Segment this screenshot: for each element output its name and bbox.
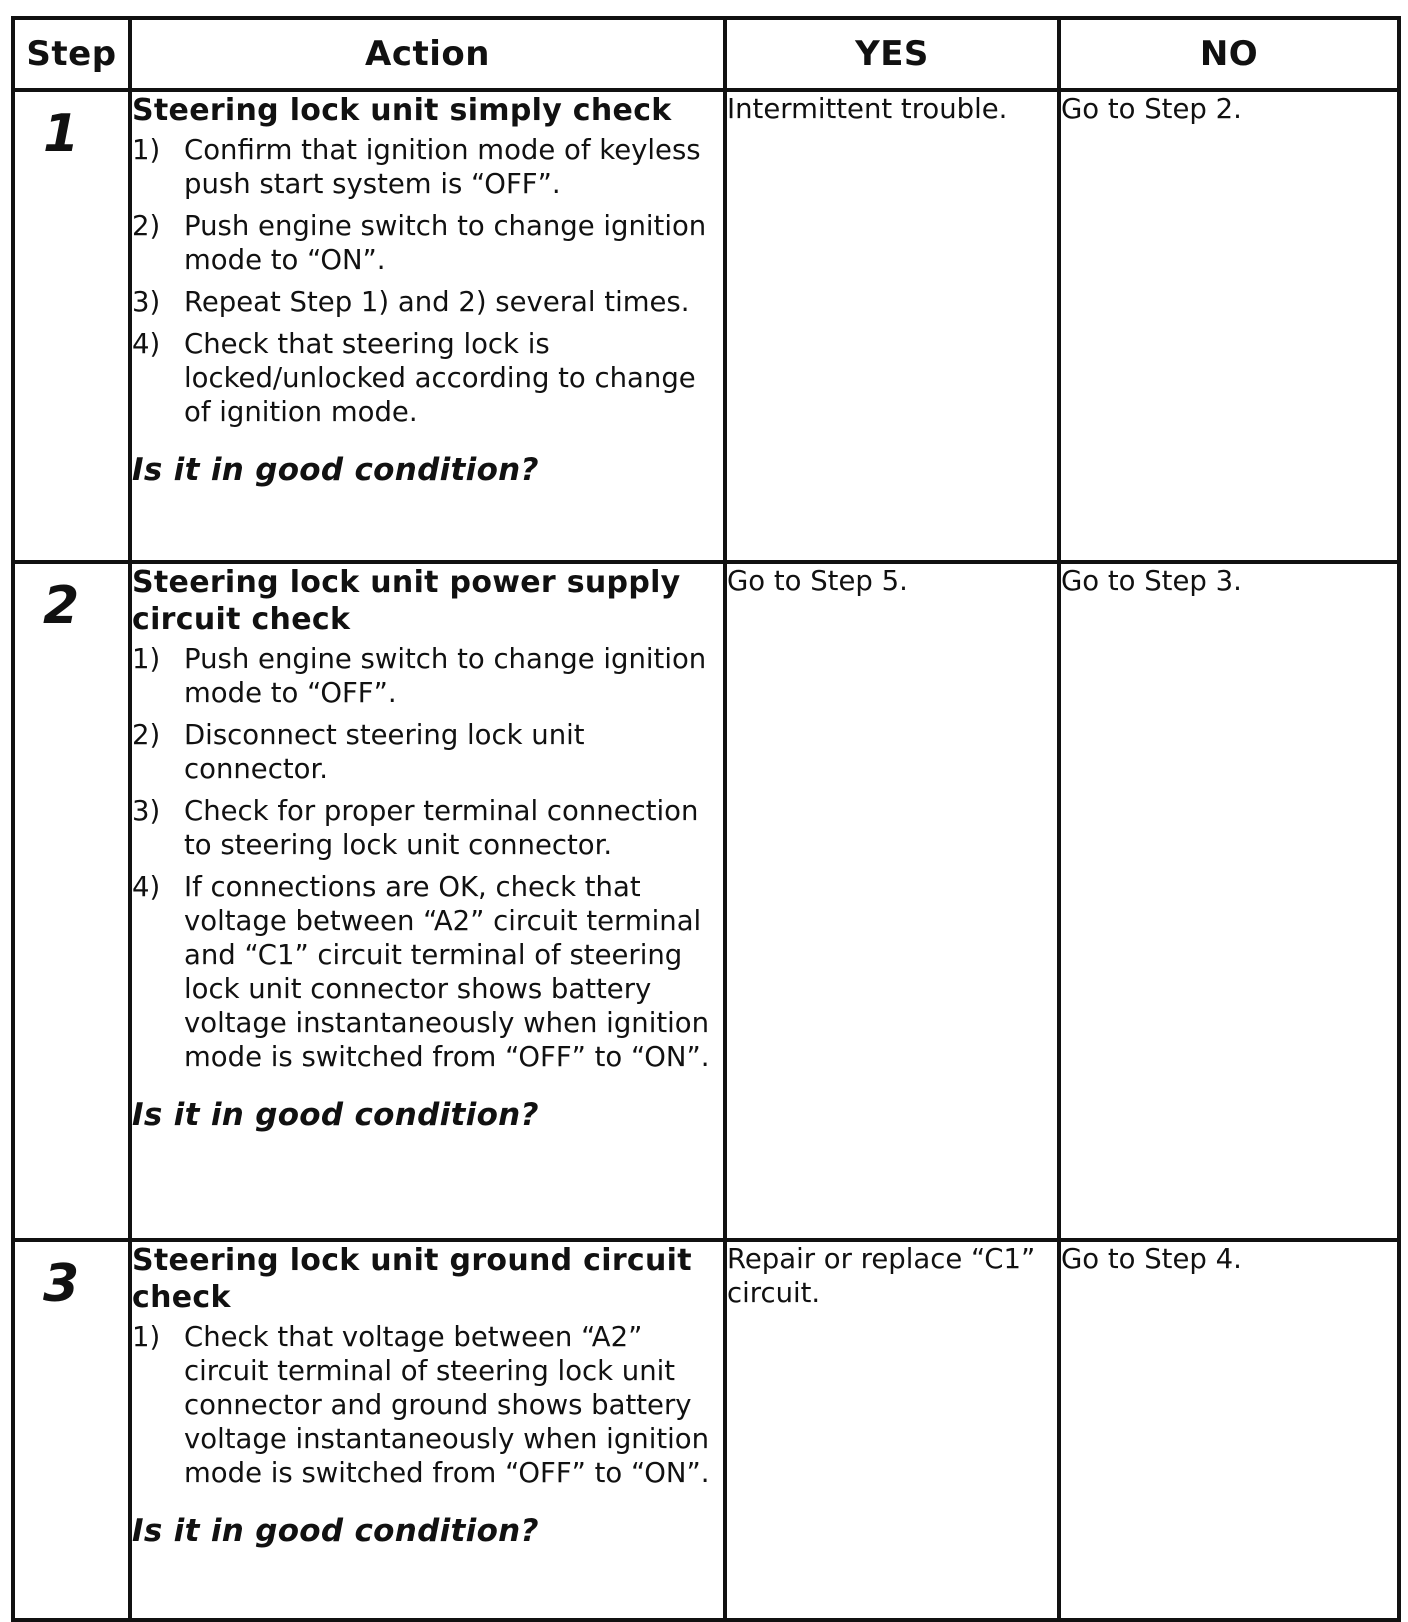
item-number: 4) — [132, 328, 161, 360]
step-cell — [13, 1240, 130, 1620]
action-list — [132, 133, 723, 429]
item-text: Push engine switch to change ignition mode to “ON”. — [184, 210, 707, 276]
action-list — [132, 1320, 723, 1490]
header-action: Action — [130, 18, 725, 90]
no-cell: Go to Step 3. — [1059, 562, 1399, 1240]
item-number: 1) — [132, 134, 161, 166]
yes-cell: Go to Step 5. — [725, 562, 1059, 1240]
step-number: 1 — [43, 104, 80, 164]
item-text: Check for proper terminal connection to steering lock unit connector. — [184, 795, 699, 861]
step-cell — [13, 90, 130, 562]
header-yes: YES — [725, 18, 1059, 90]
item-number: 1) — [132, 1321, 161, 1353]
list-item — [132, 642, 723, 710]
list-item — [132, 327, 723, 429]
yes-cell: Repair or replace “C1” circuit. — [725, 1240, 1059, 1620]
yes-cell: Intermittent trouble. — [725, 90, 1059, 562]
list-item — [132, 870, 723, 1074]
item-text: If connections are OK, check that voltage between “A2” circuit terminal and “C1” circuit terminal of steering lock unit connector shows battery voltage instantaneously when ignition mode is switched from “OFF” to “ON”. — [184, 871, 710, 1073]
action-list — [132, 642, 723, 1074]
item-number: 3) — [132, 286, 161, 318]
list-item — [132, 209, 723, 277]
table-row — [13, 1240, 1399, 1620]
header-no: NO — [1059, 18, 1399, 90]
table-row — [13, 562, 1399, 1240]
diagnosis-table — [11, 16, 1401, 1622]
table-header-row — [13, 18, 1399, 90]
no-cell: Go to Step 2. — [1059, 90, 1399, 562]
item-text: Confirm that ignition mode of keyless push start system is “OFF”. — [184, 134, 701, 200]
table-row — [13, 90, 1399, 562]
item-number: 2) — [132, 210, 161, 242]
condition-question: Is it in good condition? — [132, 1513, 539, 1549]
condition-question: Is it in good condition? — [132, 1097, 539, 1133]
item-number: 2) — [132, 719, 161, 751]
action-cell — [130, 90, 725, 562]
list-item — [132, 285, 723, 319]
action-cell — [130, 562, 725, 1240]
action-title: Steering lock unit simply check — [132, 93, 672, 128]
item-text: Check that steering lock is locked/unlocked according to change of ignition mode. — [184, 328, 696, 428]
action-cell — [130, 1240, 725, 1620]
item-number: 3) — [132, 795, 161, 827]
item-text: Check that voltage between “A2” circuit terminal of steering lock unit connector and ground shows battery voltage instantaneously when ignition mode is switched from “OFF” to “ON”. — [184, 1321, 710, 1489]
header-step: Step — [13, 18, 130, 90]
action-title: Steering lock unit power supply circuit check — [132, 565, 681, 637]
list-item — [132, 794, 723, 862]
list-item — [132, 718, 723, 786]
action-title: Steering lock unit ground circuit check — [132, 1243, 692, 1315]
item-number: 4) — [132, 871, 161, 903]
step-cell — [13, 562, 130, 1240]
list-item — [132, 1320, 723, 1490]
list-item — [132, 133, 723, 201]
item-text: Disconnect steering lock unit connector. — [184, 719, 585, 785]
step-number: 3 — [43, 1254, 80, 1314]
step-number: 2 — [43, 576, 80, 636]
item-number: 1) — [132, 643, 161, 675]
item-text: Push engine switch to change ignition mode to “OFF”. — [184, 643, 707, 709]
no-cell: Go to Step 4. — [1059, 1240, 1399, 1620]
condition-question: Is it in good condition? — [132, 452, 539, 488]
item-text: Repeat Step 1) and 2) several times. — [184, 286, 690, 318]
